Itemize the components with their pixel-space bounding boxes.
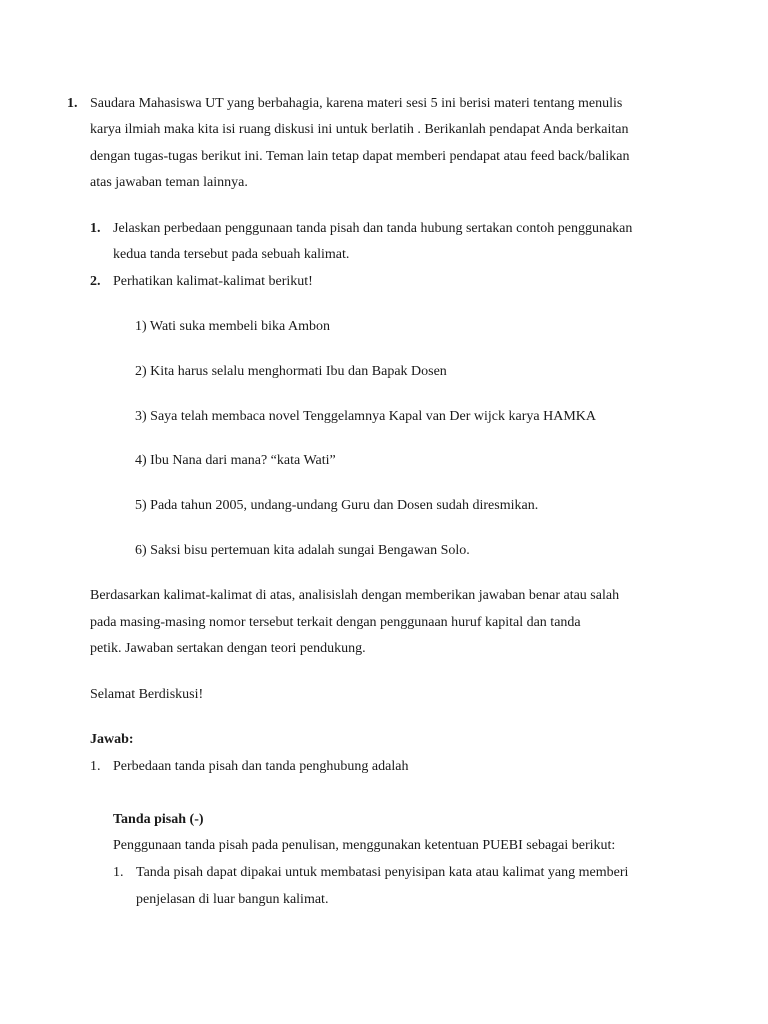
intro-line: karya ilmiah maka kita isi ruang diskusi ini untuk berlatih . Berikanlah pendapat Anda berkaitan bbox=[90, 122, 629, 137]
task-line: Jelaskan perbedaan penggunaan tanda pisah dan tanda hubung sertakan contoh penggunakan bbox=[113, 221, 633, 236]
example-sentence: 3) Saya telah membaca novel Tenggelamnya Kapal van Der wijck karya HAMKA bbox=[135, 409, 596, 424]
task-line: kedua tanda tersebut pada sebuah kalimat. bbox=[113, 247, 350, 262]
example-sentence: 4) Ibu Nana dari mana? “kata Wati” bbox=[135, 453, 336, 468]
instruction-line: Berdasarkan kalimat-kalimat di atas, analisislah dengan memberikan jawaban benar atau salah bbox=[90, 588, 620, 603]
intro-line: dengan tugas-tugas berikut ini. Teman lain tetap dapat memberi pendapat atau feed back/balikan bbox=[90, 149, 630, 164]
instruction-line: petik. Jawaban sertakan dengan teori pendukung. bbox=[90, 641, 366, 656]
rule-line: Tanda pisah dapat dipakai untuk membatasi penyisipan kata atau kalimat yang memberi bbox=[136, 865, 629, 880]
answer-item-text: Perbedaan tanda pisah dan tanda penghubung adalah bbox=[113, 759, 409, 774]
intro-line: Saudara Mahasiswa UT yang berbahagia, karena materi sesi 5 ini berisi materi tentang menulis bbox=[90, 96, 623, 111]
example-sentence: 6) Saksi bisu pertemuan kita adalah sungai Bengawan Solo. bbox=[135, 543, 470, 558]
task-number: 2. bbox=[90, 274, 101, 289]
answer-item-number: 1. bbox=[90, 759, 101, 774]
example-sentence: 1) Wati suka membeli bika Ambon bbox=[135, 319, 330, 334]
intro-line: atas jawaban teman lainnya. bbox=[90, 175, 248, 190]
sub-heading: Tanda pisah (-) bbox=[113, 812, 204, 827]
rule-number: 1. bbox=[113, 865, 124, 880]
closing-text: Selamat Berdiskusi! bbox=[90, 687, 204, 702]
task-line: Perhatikan kalimat-kalimat berikut! bbox=[113, 274, 313, 289]
instruction-line: pada masing-masing nomor tersebut terkait dengan penggunaan huruf kapital dan tanda bbox=[90, 615, 581, 630]
sub-intro: Penggunaan tanda pisah pada penulisan, menggunakan ketentuan PUEBI sebagai berikut: bbox=[113, 838, 616, 853]
answer-heading: Jawab: bbox=[90, 732, 134, 747]
task-number: 1. bbox=[90, 221, 101, 236]
example-sentence: 5) Pada tahun 2005, undang-undang Guru dan Dosen sudah diresmikan. bbox=[135, 498, 539, 513]
example-sentence: 2) Kita harus selalu menghormati Ibu dan Bapak Dosen bbox=[135, 364, 447, 379]
rule-line: penjelasan di luar bangun kalimat. bbox=[136, 892, 329, 907]
intro-number: 1. bbox=[67, 96, 78, 111]
